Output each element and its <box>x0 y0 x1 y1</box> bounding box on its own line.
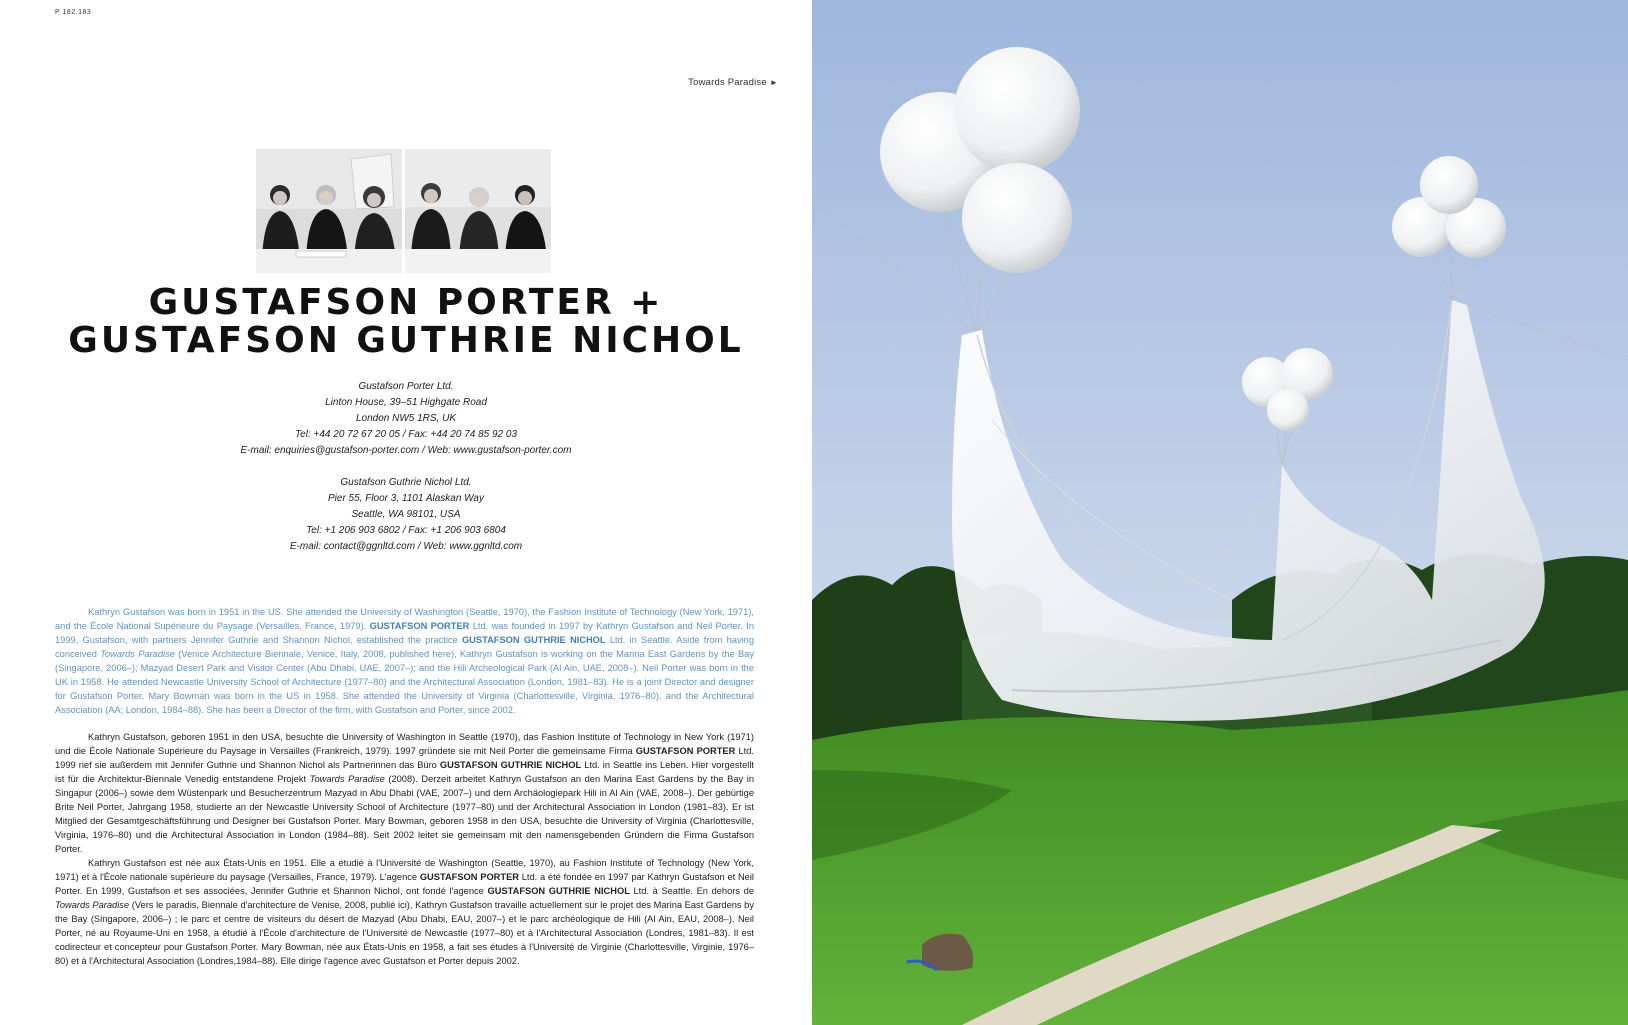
address-web: E-mail: enquiries@gustafson-porter.com / Web: www.gustafson-porter.com <box>240 445 572 456</box>
address-name: Gustafson Porter Ltd. <box>358 381 454 392</box>
firm-name: GUSTAFSON PORTER <box>635 746 736 756</box>
firm-name: GUSTAFSON GUTHRIE NICHOL <box>487 886 630 896</box>
address-phone: Tel: +1 206 903 6802 / Fax: +1 206 903 6804 <box>306 525 506 536</box>
address-name: Gustafson Guthrie Nichol Ltd. <box>340 477 472 488</box>
address-phone: Tel: +44 20 72 67 20 05 / Fax: +44 20 74 85 92 03 <box>294 429 518 440</box>
title-line-2: GUSTAFSON GUTHRIE NICHOL <box>68 320 744 361</box>
address-city: Seattle, WA 98101, USA <box>351 509 461 520</box>
firm-name: GUSTAFSON GUTHRIE NICHOL <box>461 635 606 645</box>
bio-french: Kathryn Gustafson est née aux États-Unis en 1951. Elle a étudié à l'Université de Washington (Seattle, 1970), au Fashion Institute of Technology (New York, 1971) et à l'École nationale supérieure du paysage (Versailles, France, 1979). L'agence GUSTAFSON PORTER Ltd. a été fondée en 1997 par Kathryn Gustafson et Neil Porter. En 1999, Gustafson et ses associées, Jennifer Guthrie et Shannon Nichol, ont fondé l'agence GUSTAFSON GUTHRIE NICHOL Ltd. à Seattle. En dehors de Towards Paradise (Vers le paradis, Biennale d'architecture de Venise, 2008, publié ici), Kathryn Gustafson travaille actuellement sur le projet des Marina East Gardens by the Bay (Singapore, 2006–) ; le parc et centre de visiteurs du désert de Mazyad (Abu Dhabi, EAU, 2007–) et le parc archéologique de Hili (Al Ain, EAU, 2008–). Neil Porter, né au Royaume-Uni en 1958, a étudié à l'École d'architecture de l'Université de Newcastle (1977–80) et à l'Architectural Association (Londres, 1981–83). Il est codirecteur et concepteur pour Gustafson Porter. Mary Bowman, née aux États-Unis en 1958, a fait ses études à l'Université de Virginie (Charlottesville, Virginie, 1976–80) et à l'Architectural Association (Londres,1984–88). Elle dirige l'agence avec Gustafson et Porter depuis 2002. <box>55 858 755 966</box>
address-city: London NW5 1RS, UK <box>355 413 457 424</box>
section-link-towards-paradise[interactable] <box>688 77 778 88</box>
address-gustafson-porter <box>0 379 812 459</box>
team-photos <box>256 149 554 273</box>
section-link-label: Towards Paradise <box>688 77 767 88</box>
address-web: E-mail: contact@ggnltd.com / Web: www.ggnltd.com <box>289 541 523 552</box>
firm-name: GUSTAFSON GUTHRIE NICHOL <box>439 760 582 770</box>
address-gustafson-guthrie-nichol <box>0 475 812 555</box>
address-street: Linton House, 39–51 Highgate Road <box>325 397 487 408</box>
firm-name: GUSTAFSON PORTER <box>369 621 470 631</box>
bio-german: Kathryn Gustafson, geboren 1951 in den USA, besuchte die University of Washington in Seattle (1970), das Fashion Institute of Technology in New York (1971) und die École Nationale Supérieure du Paysage in Versailles (Frankreich, 1979). 1997 gründete sie mit Neil Porter die gemeinsame Firma GUSTAFSON PORTER Ltd. 1999 rief sie außerdem mit Jennifer Guthrie und Shannon Nichol als Partnerinnen das Büro GUSTAFSON GUTHRIE NICHOL Ltd. in Seattle ins Leben. Hier vorgestellt ist für die Architektur-Biennale Venedig entstandene Projekt Towards Paradise (2008). Derzeit arbeitet Kathryn Gustafson an den Marina East Gardens by the Bay in Singapur (2006–) sowie dem Wüstenpark und Besucherzentrum Mazyad in Abu Dhabi (VAE, 2007–) und dem Archäologiepark Hili in Al Ain (VAE, 2008–). Der gebürtige Brite Neil Porter, Jahrgang 1958, studierte an der Newcastle University School of Architecture (1977–80) und der Architectural Association in London (1981–83). Er ist Mitglied der Gesamtgeschäftsführung und Designer bei Gustafson Porter. Mary Bowman, geboren 1958 in den USA, besuchte die University of Virginia (Charlottesville, Virginia, 1976–80) und die Architectural Association in London (1984–88). Seit 2002 leitet sie gemeinsam mit den namensgebenden Gründern die Firma Gustafson Porter. <box>55 732 754 854</box>
project-title: Towards Paradise <box>55 900 130 910</box>
page-number: P 182.183 <box>55 9 92 16</box>
project-title: Towards Paradise <box>100 649 175 659</box>
project-title: Towards Paradise <box>309 774 385 784</box>
left-page <box>0 0 812 1025</box>
bio-english: Kathryn Gustafson was born in 1951 in the US. She attended the University of Washington (Seattle, 1970), the Fashion Institute of Technology (New York, 1971), and the École National Supérieure du Paysage (Versailles, France, 1979). GUSTAFSON PORTER Ltd. was founded in 1997 by Kathryn Gustafson and Neil Porter. In 1999, Gustafson, with partners Jennifer Guthrie and Shannon Nichol, established the practice GUSTAFSON GUTHRIE NICHOL Ltd. in Seattle. Aside from having conceived Towards Paradise (Venice Architecture Biennale, Venice, Italy, 2008, published here), Kathryn Gustafson is working on the Marina East Gardens by the Bay (Singapore, 2006–); Mazyad Desert Park and Visitor Center (Abu Dhabi, UAE, 2007–); and the Hili Archeological Park (Al Ain, UAE, 2008–). Neil Porter was born in the UK in 1958. He attended Newcastle University School of Architecture (1977–80) and the Architectural Association (London, 1981–83). He is a joint Director and designer for Gustafson Porter. Mary Bowman was born in the US in 1958. She attended the University of Virginia (Charlottesville, Virginia, 1976–80), and the Architectural Association (AA; London, 1984–88). She has been a Director of the firm, with Gustafson and Porter, since 2002. <box>55 607 755 715</box>
title-line-1: GUSTAFSON PORTER + <box>148 282 664 323</box>
play-arrow-icon: ► <box>769 78 778 87</box>
team-photo-left <box>256 149 402 273</box>
project-photo-towards-paradise <box>812 0 1628 1025</box>
address-street: Pier 55, Floor 3, 1101 Alaskan Way <box>327 493 484 504</box>
balloon-scene-illustration <box>812 0 1628 1025</box>
page-title <box>0 284 812 360</box>
team-photo-right <box>405 149 551 273</box>
firm-name: GUSTAFSON PORTER <box>419 872 519 882</box>
